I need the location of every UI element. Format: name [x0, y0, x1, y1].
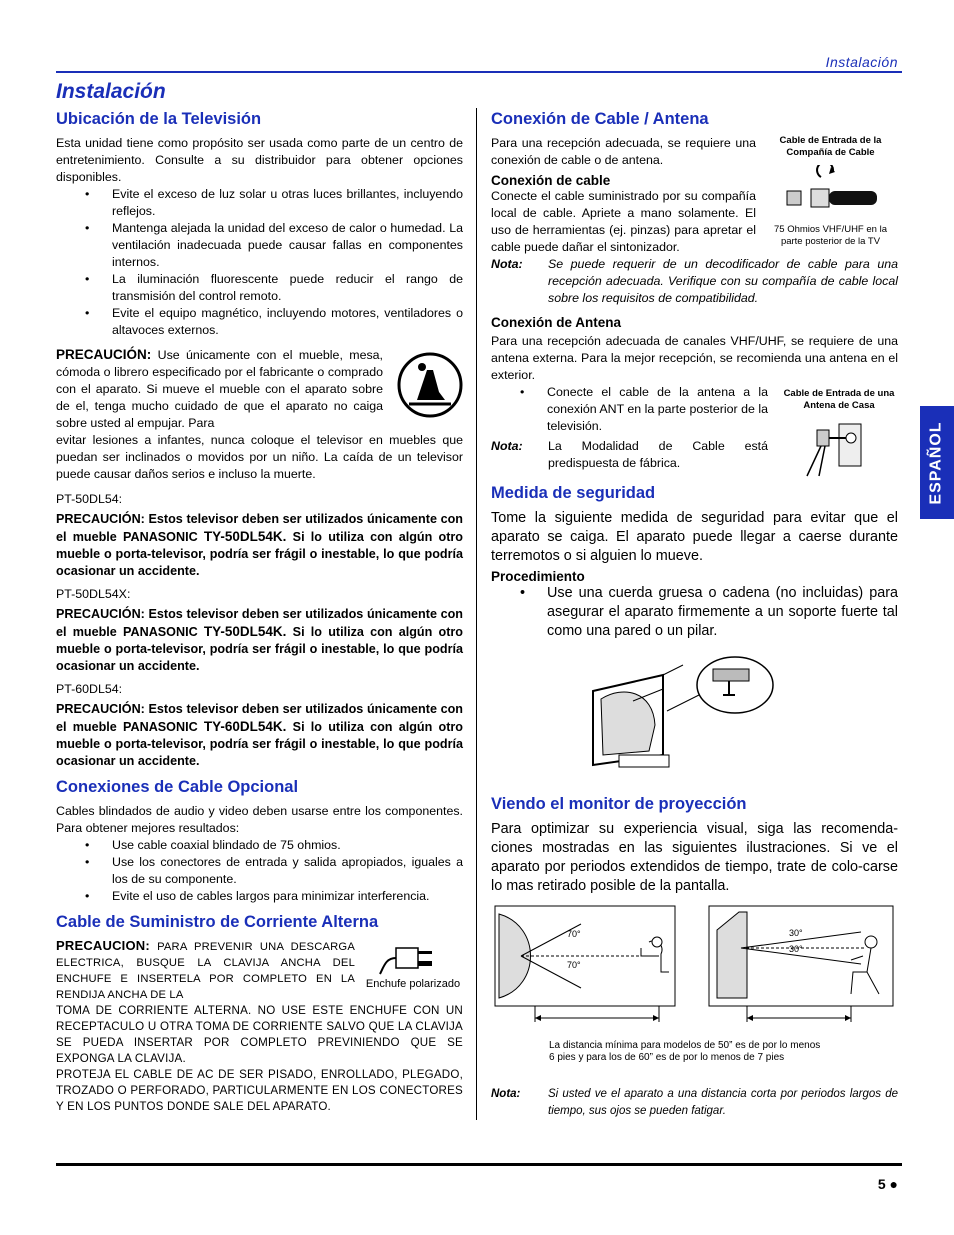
- caution-text: Si lo utiliza con algún otro mueble o porta-televisor, podría ser frágil o inestable, lo que podría ocasionar un accidente.: [56, 625, 464, 673]
- note-text: Se puede requerir de un decodificador de cable para una recepción adecuada. Verifique con su compañía de cable local sobre los requisitos de compatibilidad.: [548, 257, 898, 305]
- list-item: • Mantenga alejada la unidad del exceso de calor o humedad. La ventilación inadecuada puede causar fallas en componentes internos.: [56, 220, 463, 271]
- cable-figure: [763, 135, 898, 248]
- model-caution: [56, 491, 463, 580]
- caution-label: PRECAUCIÓN:: [56, 347, 152, 362]
- polarized-plug-icon: [378, 940, 448, 978]
- monitor-section: [491, 820, 898, 896]
- angle-label: 30°: [789, 928, 803, 938]
- plug-caption: Enchufe polarizado: [365, 978, 461, 990]
- antenna-figure: [780, 384, 898, 480]
- ubicacion-bullets: [56, 186, 463, 339]
- model-name: PT-60DL54:: [56, 682, 123, 696]
- caution-text: Estos televisor deben ser utilizados únicamente con el mueble PANASONIC: [56, 702, 463, 734]
- list-item: • Evite el uso de cables largos para minimizar interferencia.: [56, 888, 463, 905]
- list-item: • Evite el exceso de luz solar u otras luces brillantes, incluyendo reflejos.: [56, 186, 463, 220]
- caution-text: Si lo utiliza con algún otro mueble o porta-televisor, podría ser frágil o inestable, lo que podría ocasionar un accidente.: [56, 720, 464, 768]
- heading-seguridad: Medida de seguridad: [491, 484, 656, 502]
- running-header: Instalación: [825, 54, 898, 70]
- distance-caption: [549, 1040, 898, 1064]
- list-item: • Use cable coaxial blindado de 75 ohmios.: [56, 837, 463, 854]
- caution-label: PRECAUCIÓN:: [56, 702, 145, 716]
- power-caution: [56, 938, 463, 1115]
- angle-label: 70°: [567, 929, 581, 939]
- stand-model: TY-50DL54K.: [203, 624, 287, 639]
- tv-tether-illustration: [583, 655, 783, 775]
- caution-text: Si lo utiliza con algún otro mueble o porta-televisor, podría ser frágil o inestable, lo que podría ocasionar un accidente.: [56, 530, 464, 578]
- list-item: • Use los conectores de entrada y salida apropiados, iguales a los de su componente.: [56, 854, 463, 888]
- distance-caption-line: 6 pies y para los de 60” es de por lo menos de 7 pies: [549, 1052, 785, 1063]
- ubicacion-intro: Esta unidad tiene como propósito ser usada como parte de un centro de entretenimiento. Consulte a su distribuidor para obtener opciones disponibles.: [56, 136, 463, 184]
- model-name: PT-50DL54X:: [56, 587, 131, 601]
- model-caution: [56, 586, 463, 675]
- caution-text: Estos televisor deben ser utilizados únicamente con el mueble PANASONIC: [56, 607, 463, 639]
- list-item: • Conecte el cable de la antena a la conexión ANT en la parte posterior de la televisión.: [491, 384, 768, 435]
- page-title: Instalación: [56, 80, 166, 103]
- seguridad-section: [491, 509, 898, 566]
- conexiones-bullets: [56, 837, 463, 905]
- seguridad-bullets: [491, 584, 898, 641]
- page-number: 5 ●: [877, 1176, 898, 1192]
- model-caution: [56, 681, 463, 770]
- note-label: Nota:: [491, 439, 523, 453]
- caution-block: [56, 346, 463, 483]
- distance-caption-line: La distancia mínima para modelos de 50” es de por lo menos: [549, 1040, 821, 1051]
- cable-in-caption: Cable de Entrada de la Compañía de Cable: [779, 135, 882, 158]
- caution-text: Estos televisor deben ser utilizados únicamente con el mueble PANASONIC: [56, 512, 463, 544]
- caution-text: TOMA DE CORRIENTE ALTERNA. NO USE ESTE ENCHUFE CON UN RECEPTACULO U OTRA TOMA DE CORRIENTE SALVO QUE LA CLAVIJA SE PUEDA INSERTAR POR COMPLETO PREVINIENDO QUE SE EXPONGA LA CLAVIJA.: [56, 1004, 463, 1065]
- heading-ubicacion: Ubicación de la Televisión: [56, 110, 262, 128]
- list-item: • Use una cuerda gruesa o cadena (no incluidas) para asegurar el aparato firmemente a un soporte fuerte tal como una pared o un pilar.: [491, 584, 898, 641]
- antenna-bullets: [491, 384, 768, 435]
- angle-label: 70°: [567, 960, 581, 970]
- caution-continued: evitar lesiones a infantes, nunca coloque el televisor en muebles que puedan ser inclinados o movidos por un niño. La caída de un televisor puede causar daños serios e incluso la muerte.: [56, 433, 463, 481]
- heading-suministro: Cable de Suministro de Corriente Alterna: [56, 913, 379, 931]
- language-tab: ESPAÑOL: [920, 406, 954, 519]
- subheading-conexion-antena: Conexión de Antena: [491, 315, 622, 330]
- note-label: Nota:: [491, 1088, 521, 1100]
- model-name: PT-50DL54:: [56, 492, 123, 506]
- cable-intro: Para una recepción adecuada, se requiere una conexión de cable o de antena.: [491, 136, 756, 167]
- caution-text: PARA PREVENIR UNA DESCARGA ELECTRICA, BUSQUE LA CLAVIJA ANCHA DEL ENCHUFE E INSERTELA POR COMPLETO EN LA RENDIJA ANCHA DE LA: [56, 941, 356, 1001]
- cable-paragraph: Conecte el cable suministrado por su compañía local de cable. Apriete a mano solamente. El uso de herramientas (ej. pinzas) para apretar el cable puede dañar el sintonizador.: [491, 189, 756, 254]
- heading-conexiones: Conexiones de Cable Opcional: [56, 778, 299, 796]
- header-rule: [56, 71, 902, 73]
- caution-label: PRECAUCIÓN:: [56, 512, 145, 526]
- caution-label: PRECAUCION:: [56, 938, 150, 953]
- seguridad-paragraph: Tome la siguiente medida de seguridad para evitar que el aparato se caiga. El aparato puede llegar a caerse durante terremotos o si alguien lo mueve.: [491, 510, 898, 564]
- note-label: Nota:: [491, 257, 523, 271]
- monitor-paragraph: Para optimizar su experiencia visual, siga las recomenda-ciones mostradas en las siguientes ilustraciones. Si ve el aparato por periodos extendidos de tiempo, trate de colo-carse lo mas retirado posible de la pantalla.: [491, 821, 898, 894]
- antenna-note: [491, 438, 768, 472]
- list-item: • Evite el equipo magnético, incluyendo motores, ventiladores o altavoces externos.: [56, 305, 463, 339]
- list-item: • La iluminación fluorescente puede reducir el rango de transmisión del control remoto.: [56, 271, 463, 305]
- caution-text: Use únicamente con el mueble, mesa, cómoda o librero especificado por el fabricante o comprado con el aparato. Si mueve el mueble con el aparato sobre de el, tenga mucho cuidado de que el aparato no caiga sobre usted al empujar. Para: [56, 348, 383, 430]
- viewing-distance-illustration: [491, 902, 898, 1032]
- stand-model: TY-60DL54K.: [203, 719, 287, 734]
- plug-figure: [363, 938, 463, 991]
- antenna-connector-icon: [799, 418, 879, 480]
- right-column: [491, 110, 898, 1120]
- column-divider: [476, 108, 477, 1120]
- subheading-conexion-cable: Conexión de cable: [491, 173, 611, 188]
- angle-label: 30°: [789, 944, 803, 954]
- caution-label: PRECAUCIÓN:: [56, 607, 145, 621]
- left-column: [56, 110, 463, 1115]
- stand-model: TY-50DL54K.: [203, 529, 287, 544]
- conexiones-intro: Cables blindados de audio y video deben usarse entre los componentes. Para obtener mejores resultados:: [56, 804, 463, 835]
- antenna-paragraph: Para una recepción adecuada de canales VHF/UHF, se requiere de una antena externa. Para la mejor recepción, se recomienda una antena en el exterior.: [491, 334, 898, 382]
- footer-rule: [56, 1163, 902, 1166]
- antenna-block: [491, 384, 898, 472]
- coax-cable-icon: [781, 165, 881, 220]
- antenna-caption: Cable de Entrada de una Antena de Casa: [783, 388, 895, 411]
- heading-cable-antena: Conexión de Cable / Antena: [491, 110, 709, 128]
- cable-note: [491, 256, 898, 307]
- note-text: Si usted ve el aparato a una distancia corta por periodos largos de tiempo, sus ojos se pueden fatigar.: [548, 1088, 898, 1117]
- subheading-procedimiento: Procedimiento: [491, 569, 585, 584]
- note-text: La Modalidad de Cable está predispuesta de fábrica.: [548, 439, 768, 470]
- heading-monitor: Viendo el monitor de proyección: [491, 795, 747, 813]
- monitor-note: [491, 1086, 898, 1120]
- caution-text: PROTEJA EL CABLE DE AC DE SER PISADO, ENROLLADO, PLEGADO, TROZADO O PERFORADO, PARTICULARMENTE EN LOS CONECTORES Y EN LOS PUNTOS DONDE SALE DEL APARATO.: [56, 1068, 463, 1113]
- ohm-caption: 75 Ohmios VHF/UHF en la parte posterior de la TV: [774, 224, 887, 247]
- cart-warning-icon: [397, 352, 463, 418]
- cable-section: [491, 135, 898, 256]
